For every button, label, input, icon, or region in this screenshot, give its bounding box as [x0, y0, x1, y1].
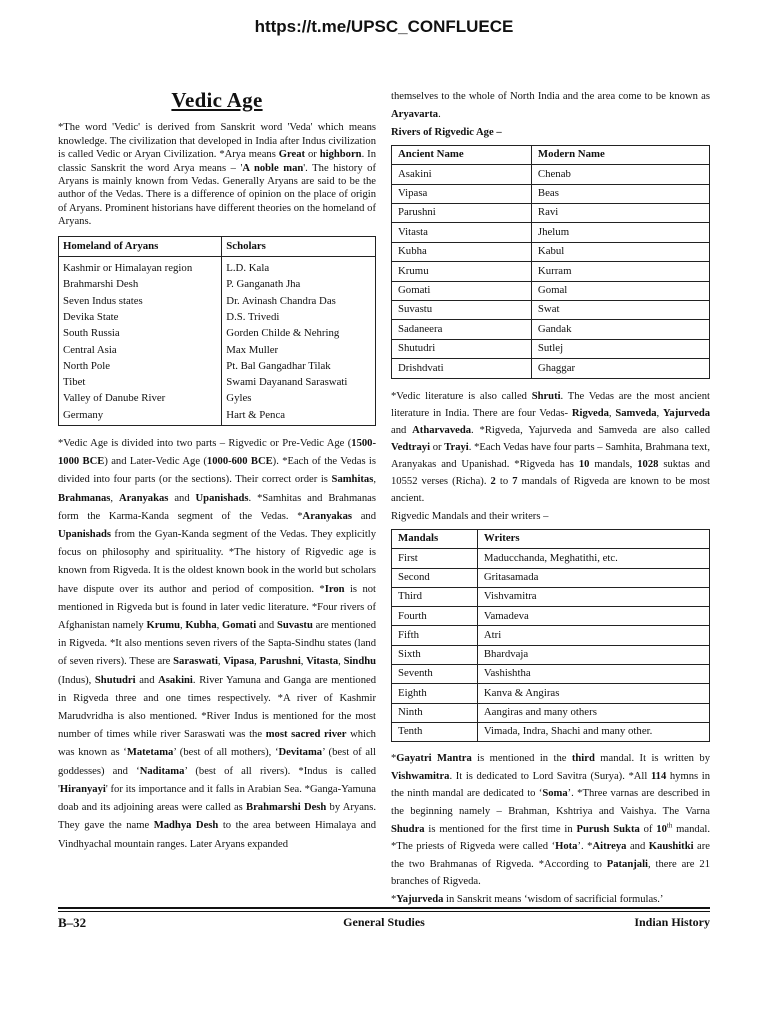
text-run: Gomati	[222, 620, 257, 632]
table-cell: Atri	[477, 626, 709, 645]
table-cell: Ghaggar	[531, 359, 709, 378]
table-cell: Devika State	[59, 309, 222, 325]
text-run: Shudra	[391, 823, 425, 835]
table-cell: Third	[392, 587, 478, 606]
table-row	[392, 607, 710, 626]
table-cell: Maducchanda, Meghatithi, etc.	[477, 549, 709, 568]
table-row	[59, 342, 376, 358]
table-row	[59, 276, 376, 292]
text-run: Shruti	[531, 390, 561, 402]
text-run: 1028	[637, 458, 659, 470]
table-cell: Gyles	[222, 390, 376, 406]
text-run: . The Vedas are the most ancient literature in India. There are four Vedas-	[391, 390, 710, 419]
text-run: Aranyakas	[302, 510, 352, 522]
text-run: ,	[338, 656, 344, 668]
table-cell: Parushni	[392, 203, 532, 222]
table-cell: Vamadeva	[477, 607, 709, 626]
text-run: 1500-1000 BCE	[58, 438, 376, 468]
table-cell: South Russia	[59, 325, 222, 341]
text-run: ,	[608, 407, 616, 419]
table-row	[392, 184, 710, 203]
table-cell: Germany	[59, 407, 222, 426]
gayatri-paragraph	[391, 750, 710, 891]
text-run: A noble man	[242, 162, 304, 174]
table-cell: Sadaneera	[392, 320, 532, 339]
text-run: ’. *Three varnas are described in the beginning namely – Brahman, Kshtriya and Vaishya. The Varna	[391, 788, 711, 817]
table-cell: Brahmarshi Desh	[59, 276, 222, 292]
text-run: Brahmanas	[58, 492, 111, 504]
table-cell: L.D. Kala	[222, 257, 376, 277]
table-row	[59, 293, 376, 309]
text-run: ,	[217, 656, 224, 668]
text-run: Great	[278, 149, 306, 161]
text-run: Matetama	[126, 747, 174, 759]
table-cell: Bhardvaja	[477, 645, 709, 664]
text-run: . *Each Vedas have four parts – Samhita, Brahmana text, Aranyakas and Upanishad. *Rigveda has	[391, 441, 710, 470]
text-run: in Sanskrit means ‘wisdom of sacrificial formulas.’	[443, 893, 664, 905]
text-run: *	[391, 753, 397, 765]
text-run: ) and Later-Vedic Age (	[104, 456, 207, 468]
table-cell: Ninth	[392, 703, 478, 722]
text-run: ,	[300, 656, 307, 668]
text-run: is mentioned for the first time in	[424, 823, 577, 835]
footer-rule-thin	[58, 911, 710, 912]
table-cell: Central Asia	[59, 342, 222, 358]
rivers-table	[391, 145, 710, 379]
table-row	[392, 203, 710, 222]
text-run: and	[352, 510, 376, 522]
table-cell: Vimada, Indra, Shachi and many other.	[477, 722, 709, 741]
text-run: or	[430, 441, 445, 453]
table-row	[392, 339, 710, 358]
text-run: *The word 'Vedic' is derived from Sanskrit word 'Veda' which means knowledge. The civilization that developed in India after Indus civilization is called Vedic or Aryan Civilization. *Arya means	[58, 122, 376, 161]
text-run: .	[438, 109, 441, 121]
text-run: mandal. It is written by	[594, 753, 710, 765]
text-run: are mentioned in Rigveda. *It also mentions seven rivers of the Sapta-Sindhu states (land of seven rivers). These are	[58, 620, 376, 668]
text-run: ,	[110, 492, 119, 504]
table-cell: P. Ganganath Jha	[222, 276, 376, 292]
table-cell: Pt. Bal Gangadhar Tilak	[222, 358, 376, 374]
table-row	[392, 223, 710, 242]
text-run: Vipasa	[223, 656, 255, 668]
text-run: Shutudri	[94, 674, 136, 686]
text-run: , there are 21 branches of Rigveda.	[391, 858, 710, 888]
text-run: Vishwamitra	[391, 770, 450, 782]
table-row	[392, 165, 710, 184]
text-run: Samveda	[615, 407, 657, 419]
text-run: 114	[650, 770, 667, 782]
text-run: ’ (best of all mothers), ‘	[173, 747, 279, 759]
text-run: Naditama	[139, 765, 185, 777]
text-run: Yajurveda	[396, 893, 444, 905]
table-cell: Kabul	[531, 242, 709, 261]
text-run: ,	[254, 656, 260, 668]
table-cell: Drishdvati	[392, 359, 532, 378]
table-row	[59, 325, 376, 341]
table-row	[392, 645, 710, 664]
homeland-header: Homeland of Aryans	[59, 236, 222, 256]
aryavarta-paragraph	[391, 88, 710, 124]
text-run: . In classic Sanskrit the word Arya means – '	[58, 149, 376, 174]
footer-rule	[58, 907, 710, 909]
table-cell: First	[392, 549, 478, 568]
vedic-age-paragraph	[58, 435, 376, 854]
scholars-header: Scholars	[222, 236, 376, 256]
text-run: ,	[180, 620, 186, 632]
table-cell: Asakini	[392, 165, 532, 184]
table-row	[392, 568, 710, 587]
table-cell: Seven Indus states	[59, 293, 222, 309]
text-run: Vedtrayi	[391, 441, 431, 453]
table-cell: Kubha	[392, 242, 532, 261]
table-cell: Sutlej	[531, 339, 709, 358]
table-row	[392, 262, 710, 281]
table-cell: Valley of Danube River	[59, 390, 222, 406]
rivers-heading: Rivers of Rigvedic Age –	[391, 127, 502, 139]
mandals-header: Mandals	[392, 529, 478, 548]
table-cell: Gritasamada	[477, 568, 709, 587]
text-run: suktas and 10552 verses (Richa).	[391, 458, 711, 487]
table-cell: Seventh	[392, 664, 478, 683]
text-run: Kaushitki	[648, 841, 694, 853]
table-cell: Second	[392, 568, 478, 587]
text-run: Aryavarta	[391, 109, 439, 121]
table-cell: Max Muller	[222, 342, 376, 358]
text-run: Vitasta	[306, 656, 339, 668]
text-run: Upanishads	[58, 529, 111, 541]
table-cell: Eighth	[392, 684, 478, 703]
table-row	[392, 587, 710, 606]
table-cell: Gomal	[531, 281, 709, 300]
text-run: Aitreya	[592, 841, 627, 853]
table-cell: Gorden Childe & Nehring	[222, 325, 376, 341]
table-row	[392, 281, 710, 300]
text-run: Soma	[542, 788, 568, 800]
text-run: is not mentioned in Rigveda but is found in later vedic literature. *Four rivers of Afghanistan namely	[58, 583, 376, 632]
text-run: ). *Each of the Vedas is divided into four parts (or the sections). Their correct order is	[58, 456, 377, 486]
table-cell: Jhelum	[531, 223, 709, 242]
table-cell: Hart & Penca	[222, 407, 376, 426]
text-run: from the Gyan-Kanda segment of the Vedas. They explicitly focus on philosophy and spirituality. *The history of Rigvedic age is known from Rigveda. It is the oldest known book in the world but scholars have dispute over its author and period of composition. *	[58, 529, 376, 595]
table-cell: Kanva & Angiras	[477, 684, 709, 703]
text-run: mandal. *The priests of Rigveda were called ‘	[391, 823, 710, 853]
table-cell: Chenab	[531, 165, 709, 184]
mandals-heading: Rigvedic Mandals and their writers –	[391, 510, 549, 522]
table-cell: Beas	[531, 184, 709, 203]
modern-name-header: Modern Name	[531, 145, 709, 164]
text-run: Krumu	[146, 620, 181, 632]
table-row	[59, 309, 376, 325]
text-run: to	[495, 475, 513, 487]
text-run: and	[626, 841, 649, 853]
homeland-table	[58, 236, 376, 426]
table-cell: Vipasa	[392, 184, 532, 203]
table-cell: Fifth	[392, 626, 478, 645]
text-run: . It is dedicated to Lord Savitra (Surya). *All	[449, 770, 651, 782]
text-run: mandals of Rigveda are known to be most ancient.	[391, 475, 710, 504]
text-run: ,	[656, 407, 663, 419]
text-run: of	[639, 823, 657, 835]
footer-subject: General Studies	[343, 915, 425, 929]
text-run: by Aryans. They gave the name	[58, 802, 376, 832]
text-run: 10	[578, 458, 590, 470]
text-run: Asakini	[158, 674, 193, 686]
text-run: is mentioned in the	[471, 753, 572, 765]
text-run: Suvastu	[276, 620, 313, 632]
table-cell: Krumu	[392, 262, 532, 281]
text-run: . *Rigveda, Yajurveda and Samveda are also called	[471, 424, 710, 436]
intro-paragraph	[58, 121, 376, 228]
text-run: ,	[216, 620, 223, 632]
text-run: and	[168, 492, 196, 504]
text-run: th	[666, 821, 673, 830]
text-run: 2	[490, 475, 496, 487]
table-row	[59, 374, 376, 390]
text-run: Sindhu	[343, 656, 376, 668]
table-row	[392, 722, 710, 741]
writers-header: Writers	[477, 529, 709, 548]
ancient-name-header: Ancient Name	[392, 145, 532, 164]
text-run: are the two Brahmanas of Rigveda. *According to	[391, 841, 710, 870]
text-run: or	[305, 149, 320, 161]
text-run: which was known as ‘	[58, 729, 376, 759]
table-row	[392, 242, 710, 261]
text-run: *Vedic literature is also called	[391, 390, 532, 402]
table-row	[392, 320, 710, 339]
table-cell: Suvastu	[392, 300, 532, 319]
text-run: ’ (best of all rivers). *Indus is called '	[58, 765, 377, 795]
table-row	[392, 703, 710, 722]
yajurveda-paragraph	[391, 893, 710, 906]
table-row	[392, 549, 710, 568]
text-run: Devitama	[278, 747, 323, 759]
page-number: B–32	[58, 915, 87, 930]
text-run: Saraswati	[173, 656, 218, 668]
left-column	[58, 88, 376, 856]
text-run: Hota	[555, 841, 578, 853]
table-cell: North Pole	[59, 358, 222, 374]
table-cell: Sixth	[392, 645, 478, 664]
text-run: Hiranyayi	[59, 783, 106, 795]
text-run: Iron	[324, 583, 345, 595]
page-title: Vedic Age	[171, 88, 263, 112]
text-run: 10	[656, 823, 667, 835]
text-run: Kubha	[185, 620, 217, 632]
text-run: Purush Sukta	[576, 823, 640, 835]
text-run: Samhitas	[331, 474, 374, 486]
text-run: hymns in the ninth mandal are dedicated to ‘	[391, 770, 711, 800]
text-run: ' for its importance and it falls in Arabian Sea. *Ganga-Yamuna doab and its adjoining areas were called as	[58, 783, 376, 814]
text-run: highborn	[319, 149, 362, 161]
text-run: Rigveda	[571, 407, 609, 419]
text-run: and	[135, 674, 159, 686]
text-run: ’ (best of all goddesses) and ‘	[58, 747, 376, 777]
text-run: Parushni	[259, 656, 301, 668]
text-run: Madhya Desh	[153, 820, 219, 832]
table-row	[392, 684, 710, 703]
table-cell: D.S. Trivedi	[222, 309, 376, 325]
table-row	[59, 257, 376, 277]
table-row	[59, 358, 376, 374]
table-row	[59, 407, 376, 426]
text-run: Gayatri Mantra	[396, 753, 472, 765]
table-cell: Kurram	[531, 262, 709, 281]
text-run: Brahmarshi Desh	[246, 802, 327, 814]
table-cell: Tenth	[392, 722, 478, 741]
text-run: ’. *	[577, 841, 593, 853]
table-cell: Aangiras and many others	[477, 703, 709, 722]
text-run: Yajurveda	[662, 407, 711, 419]
table-cell: Tibet	[59, 374, 222, 390]
table-cell: Vitasta	[392, 223, 532, 242]
table-cell: Kashmir or Himalayan region	[59, 257, 222, 277]
text-run: '. The history of Aryans is mainly known from Vedas. Generally Aryans are said to be the author of the Vedas. There is a difference of opinion on the place of origin of Aryans. Prominent historians have different theories on the homeland of Aryans.	[58, 162, 376, 228]
text-run: mandals,	[589, 458, 638, 470]
text-run: third	[571, 753, 595, 765]
text-run: 7	[512, 475, 518, 487]
text-run: themselves to the whole of North India and the area come to be known as	[391, 91, 710, 102]
table-cell: Shutudri	[392, 339, 532, 358]
footer-section: Indian History	[634, 915, 710, 929]
text-run: Upanishads	[195, 492, 249, 504]
text-run: Aranyakas	[118, 492, 169, 504]
text-run: ,	[373, 474, 376, 486]
header-url[interactable]: https://t.me/UPSC_CONFLUECE	[254, 17, 514, 36]
text-run: and	[391, 424, 413, 436]
text-run: Trayi	[444, 441, 469, 453]
table-cell: Dr. Avinash Chandra Das	[222, 293, 376, 309]
text-run: *	[391, 893, 397, 905]
table-cell: Ravi	[531, 203, 709, 222]
table-cell: Swami Dayanand Saraswati	[222, 374, 376, 390]
text-run: *Vedic Age is divided into two parts – Rigvedic or Pre-Vedic Age (	[58, 438, 352, 450]
text-run: 1000-600 BCE	[206, 456, 273, 468]
table-row	[392, 626, 710, 645]
table-cell: Gomati	[392, 281, 532, 300]
table-row	[392, 359, 710, 378]
text-run: (Indus),	[58, 674, 95, 686]
text-run: and	[256, 620, 277, 632]
table-cell: Fourth	[392, 607, 478, 626]
shruti-paragraph	[391, 388, 710, 507]
text-run: most sacred river	[265, 729, 347, 741]
table-row	[59, 390, 376, 406]
text-run: to the area between Himalaya and Vindhyachal mountain ranges. Later Aryans expanded	[58, 820, 376, 850]
table-row	[392, 300, 710, 319]
text-run: . *Samhitas and Brahmanas form the Karma-Kanda segment of the Vedas. *	[58, 492, 377, 522]
table-row	[392, 664, 710, 683]
mandals-table	[391, 529, 710, 742]
table-cell: Vashishtha	[477, 664, 709, 683]
table-cell: Gandak	[531, 320, 709, 339]
text-run: Patanjali	[606, 858, 648, 870]
table-cell: Vishvamitra	[477, 587, 709, 606]
right-column	[391, 88, 710, 908]
text-run: Atharvaveda	[412, 424, 472, 436]
table-cell: Swat	[531, 300, 709, 319]
text-run: . River Yamuna and Ganga are mentioned in Rigveda three and one times respectively. *A river of Kashmir Marudvridha is also mentioned. *River Indus is mentioned for the most number of times while river Saraswati was the	[58, 674, 376, 741]
